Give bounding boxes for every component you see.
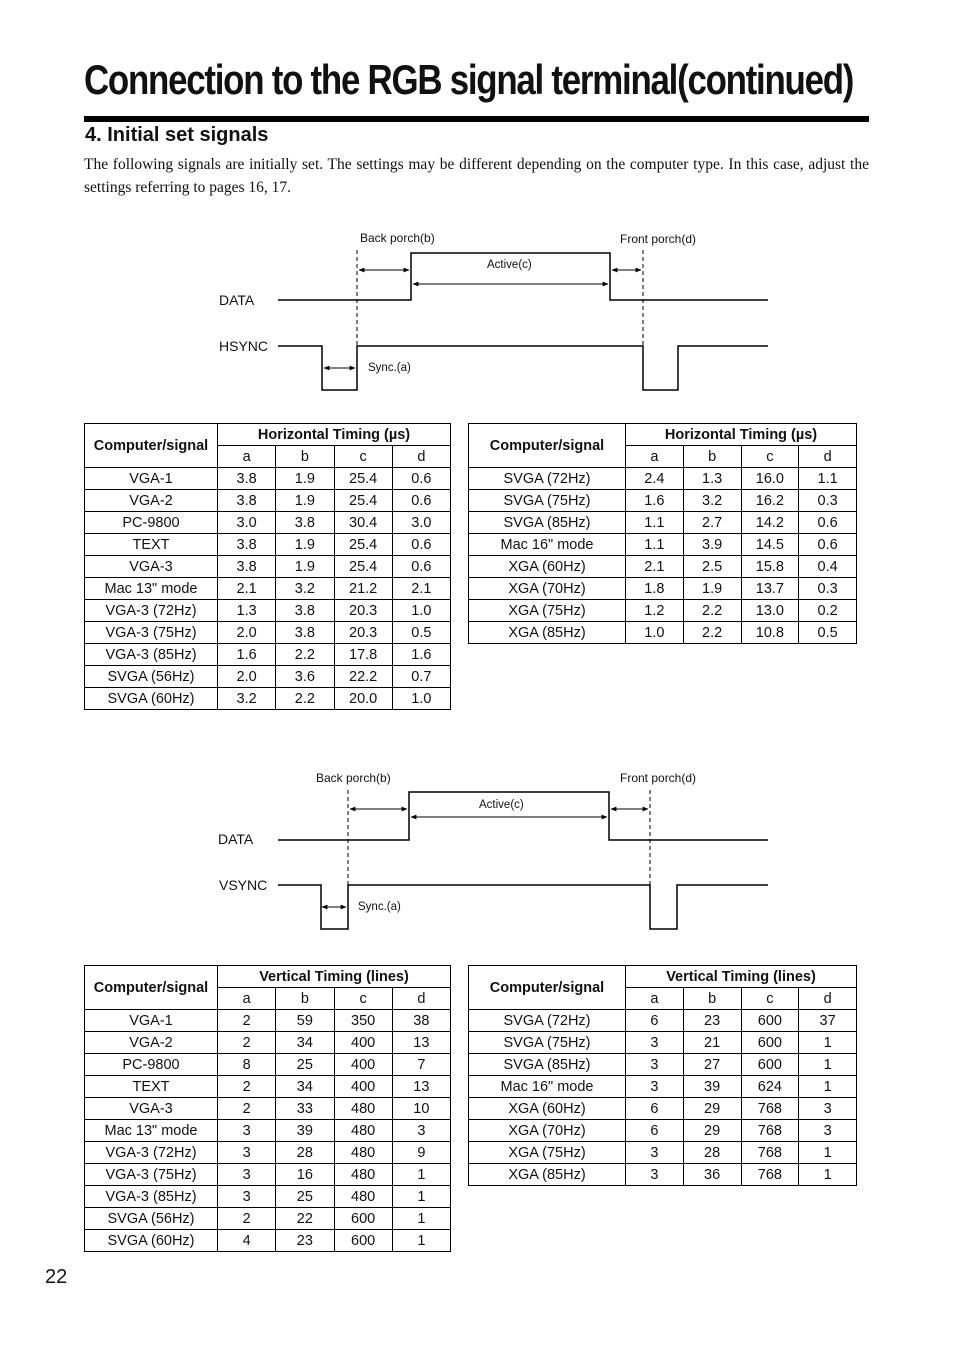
table-row	[85, 1208, 451, 1230]
timing-value-cell: 30.4	[334, 512, 392, 534]
table-row	[85, 666, 451, 688]
timing-value-cell: 27	[683, 1054, 741, 1076]
timing-value-cell: 2.5	[683, 556, 741, 578]
timing-value-cell: 480	[334, 1098, 392, 1120]
timing-value-cell: 3.2	[683, 490, 741, 512]
timing-value-cell: 2.2	[683, 622, 741, 644]
timing-value-cell: 2	[218, 1098, 276, 1120]
timing-value-cell: 768	[741, 1142, 799, 1164]
timing-value-cell: 36	[683, 1164, 741, 1186]
column-header-signal: Computer/signal	[469, 966, 626, 1010]
timing-value-cell: 1.1	[799, 468, 857, 490]
timing-value-cell: 3	[392, 1120, 450, 1142]
table-row	[85, 1010, 451, 1032]
column-header-d: d	[392, 446, 450, 468]
timing-value-cell: 2.7	[683, 512, 741, 534]
timing-value-cell: 15.8	[741, 556, 799, 578]
timing-value-cell: 6	[626, 1010, 684, 1032]
timing-value-cell: 350	[334, 1010, 392, 1032]
timing-value-cell: 0.3	[799, 490, 857, 512]
sync-width-label: Sync.(a)	[368, 362, 411, 374]
column-header-c: c	[741, 446, 799, 468]
table-row	[85, 490, 451, 512]
timing-value-cell: 38	[392, 1010, 450, 1032]
timing-value-cell: 3	[626, 1142, 684, 1164]
timing-value-cell: 0.7	[392, 666, 450, 688]
sync-signal-label: HSYNC	[219, 338, 269, 354]
timing-value-cell: 1	[392, 1208, 450, 1230]
table-row	[469, 468, 857, 490]
timing-value-cell: 0.6	[392, 556, 450, 578]
column-group-header: Vertical Timing (lines)	[218, 966, 451, 988]
timing-value-cell: 0.6	[392, 490, 450, 512]
timing-value-cell: 0.6	[799, 512, 857, 534]
table-row	[469, 578, 857, 600]
timing-value-cell: 25.4	[334, 468, 392, 490]
timing-value-cell: 3.8	[218, 468, 276, 490]
table-row	[469, 1010, 857, 1032]
timing-value-cell: 1.9	[276, 468, 334, 490]
timing-value-cell: 22	[276, 1208, 334, 1230]
timing-value-cell: 33	[276, 1098, 334, 1120]
timing-value-cell: 25	[276, 1054, 334, 1076]
timing-value-cell: 3	[799, 1098, 857, 1120]
section-heading: 4. Initial set signals	[85, 124, 269, 146]
timing-value-cell: 1.2	[626, 600, 684, 622]
table-row	[469, 1098, 857, 1120]
column-header-c: c	[334, 988, 392, 1010]
timing-value-cell: 3.8	[218, 490, 276, 512]
table-row	[85, 534, 451, 556]
timing-value-cell: 3.0	[392, 512, 450, 534]
timing-value-cell: 2.1	[218, 578, 276, 600]
timing-value-cell: 6	[626, 1098, 684, 1120]
table-row	[469, 1076, 857, 1098]
signal-name-cell: SVGA (56Hz)	[85, 666, 218, 688]
timing-value-cell: 1.8	[626, 578, 684, 600]
timing-value-cell: 0.5	[799, 622, 857, 644]
signal-name-cell: SVGA (85Hz)	[469, 1054, 626, 1076]
timing-value-cell: 1.3	[683, 468, 741, 490]
timing-value-cell: 21	[683, 1032, 741, 1054]
timing-value-cell: 1.6	[392, 644, 450, 666]
column-group-header: Horizontal Timing (µs)	[626, 424, 857, 446]
timing-value-cell: 3.8	[276, 512, 334, 534]
timing-value-cell: 400	[334, 1054, 392, 1076]
signal-name-cell: VGA-3 (85Hz)	[85, 1186, 218, 1208]
column-header-b: b	[683, 988, 741, 1010]
column-header-c: c	[741, 988, 799, 1010]
signal-name-cell: XGA (85Hz)	[469, 622, 626, 644]
timing-value-cell: 0.6	[799, 534, 857, 556]
timing-value-cell: 34	[276, 1032, 334, 1054]
timing-value-cell: 1.9	[276, 556, 334, 578]
signal-name-cell: XGA (85Hz)	[469, 1164, 626, 1186]
timing-value-cell: 600	[334, 1230, 392, 1252]
timing-value-cell: 10.8	[741, 622, 799, 644]
timing-value-cell: 1	[799, 1076, 857, 1098]
timing-value-cell: 13	[392, 1032, 450, 1054]
timing-value-cell: 3.0	[218, 512, 276, 534]
signal-name-cell: SVGA (75Hz)	[469, 490, 626, 512]
timing-value-cell: 37	[799, 1010, 857, 1032]
active-label: Active(c)	[487, 259, 532, 271]
timing-value-cell: 3	[218, 1164, 276, 1186]
signal-name-cell: XGA (70Hz)	[469, 1120, 626, 1142]
timing-value-cell: 2.2	[276, 688, 334, 710]
signal-name-cell: SVGA (72Hz)	[469, 468, 626, 490]
title-rule	[84, 116, 869, 122]
timing-value-cell: 1.6	[218, 644, 276, 666]
timing-value-cell: 2.1	[626, 556, 684, 578]
timing-value-cell: 3.6	[276, 666, 334, 688]
timing-value-cell: 2.0	[218, 666, 276, 688]
timing-value-cell: 0.4	[799, 556, 857, 578]
table-row	[469, 512, 857, 534]
table-row	[85, 1076, 451, 1098]
table-row	[469, 1142, 857, 1164]
timing-value-cell: 2.1	[392, 578, 450, 600]
signal-name-cell: XGA (75Hz)	[469, 600, 626, 622]
timing-value-cell: 0.6	[392, 534, 450, 556]
timing-value-cell: 3	[626, 1164, 684, 1186]
front-porch-label: Front porch(d)	[620, 232, 697, 246]
timing-value-cell: 1.9	[276, 534, 334, 556]
signal-name-cell: VGA-3 (72Hz)	[85, 1142, 218, 1164]
timing-value-cell: 8	[218, 1054, 276, 1076]
timing-value-cell: 3.8	[276, 600, 334, 622]
signal-name-cell: TEXT	[85, 1076, 218, 1098]
timing-value-cell: 2	[218, 1076, 276, 1098]
vertical-timing-diagram	[0, 760, 954, 940]
timing-value-cell: 20.0	[334, 688, 392, 710]
vertical-timing-table-right	[468, 965, 857, 1186]
signal-name-cell: TEXT	[85, 534, 218, 556]
timing-value-cell: 1.0	[392, 600, 450, 622]
timing-value-cell: 480	[334, 1164, 392, 1186]
timing-value-cell: 624	[741, 1076, 799, 1098]
signal-name-cell: Mac 16" mode	[469, 1076, 626, 1098]
timing-value-cell: 3.2	[276, 578, 334, 600]
timing-value-cell: 1	[799, 1142, 857, 1164]
timing-value-cell: 21.2	[334, 578, 392, 600]
signal-name-cell: VGA-1	[85, 468, 218, 490]
timing-value-cell: 2	[218, 1208, 276, 1230]
table-row	[85, 1142, 451, 1164]
timing-value-cell: 14.5	[741, 534, 799, 556]
table-row	[469, 1032, 857, 1054]
timing-value-cell: 3	[799, 1120, 857, 1142]
timing-value-cell: 600	[741, 1032, 799, 1054]
back-porch-label: Back porch(b)	[316, 771, 391, 785]
timing-value-cell: 2.2	[276, 644, 334, 666]
timing-value-cell: 3.9	[683, 534, 741, 556]
timing-value-cell: 600	[741, 1010, 799, 1032]
table-row	[469, 1054, 857, 1076]
timing-value-cell: 39	[683, 1076, 741, 1098]
signal-name-cell: XGA (60Hz)	[469, 1098, 626, 1120]
active-label: Active(c)	[479, 799, 524, 811]
timing-value-cell: 1	[799, 1032, 857, 1054]
signal-name-cell: PC-9800	[85, 512, 218, 534]
timing-value-cell: 25	[276, 1186, 334, 1208]
timing-value-cell: 400	[334, 1032, 392, 1054]
timing-value-cell: 29	[683, 1120, 741, 1142]
table-row	[85, 622, 451, 644]
timing-value-cell: 1.9	[276, 490, 334, 512]
timing-value-cell: 2.4	[626, 468, 684, 490]
data-signal-label: DATA	[219, 292, 255, 308]
timing-value-cell: 59	[276, 1010, 334, 1032]
table-row	[85, 1230, 451, 1252]
timing-value-cell: 480	[334, 1120, 392, 1142]
timing-value-cell: 1.1	[626, 512, 684, 534]
column-group-header: Vertical Timing (lines)	[626, 966, 857, 988]
signal-name-cell: VGA-3 (85Hz)	[85, 644, 218, 666]
timing-value-cell: 1.6	[626, 490, 684, 512]
column-header-a: a	[218, 988, 276, 1010]
column-group-header: Horizontal Timing (µs)	[218, 424, 451, 446]
signal-name-cell: SVGA (85Hz)	[469, 512, 626, 534]
table-row	[85, 688, 451, 710]
timing-value-cell: 3	[626, 1076, 684, 1098]
timing-value-cell: 14.2	[741, 512, 799, 534]
column-header-a: a	[626, 988, 684, 1010]
table-row	[85, 1098, 451, 1120]
table-row	[469, 490, 857, 512]
timing-value-cell: 9	[392, 1142, 450, 1164]
signal-name-cell: VGA-3 (75Hz)	[85, 622, 218, 644]
timing-value-cell: 3	[626, 1032, 684, 1054]
timing-value-cell: 2	[218, 1010, 276, 1032]
timing-value-cell: 0.6	[392, 468, 450, 490]
table-row	[85, 644, 451, 666]
timing-value-cell: 20.3	[334, 622, 392, 644]
timing-value-cell: 400	[334, 1076, 392, 1098]
column-header-d: d	[799, 446, 857, 468]
timing-value-cell: 28	[276, 1142, 334, 1164]
timing-value-cell: 600	[741, 1054, 799, 1076]
timing-value-cell: 25.4	[334, 534, 392, 556]
table-row	[469, 622, 857, 644]
timing-value-cell: 13.7	[741, 578, 799, 600]
back-porch-label: Back porch(b)	[360, 231, 435, 245]
column-header-b: b	[683, 446, 741, 468]
signal-name-cell: SVGA (60Hz)	[85, 688, 218, 710]
timing-value-cell: 16	[276, 1164, 334, 1186]
sync-width-label: Sync.(a)	[358, 901, 401, 913]
table-row	[85, 1186, 451, 1208]
intro-paragraph: The following signals are initially set. The settings may be different depending on the computer type. In this case, adjust the settings referring to pages 16, 17.	[84, 156, 869, 196]
signal-name-cell: SVGA (60Hz)	[85, 1230, 218, 1252]
timing-value-cell: 17.8	[334, 644, 392, 666]
timing-value-cell: 3	[218, 1186, 276, 1208]
timing-value-cell: 39	[276, 1120, 334, 1142]
signal-name-cell: VGA-3	[85, 1098, 218, 1120]
timing-value-cell: 3.8	[218, 534, 276, 556]
table-row	[469, 1120, 857, 1142]
signal-name-cell: VGA-1	[85, 1010, 218, 1032]
timing-value-cell: 29	[683, 1098, 741, 1120]
horizontal-timing-table-left	[84, 423, 451, 710]
timing-value-cell: 768	[741, 1164, 799, 1186]
timing-value-cell: 20.3	[334, 600, 392, 622]
signal-name-cell: PC-9800	[85, 1054, 218, 1076]
table-row	[85, 1120, 451, 1142]
timing-value-cell: 0.5	[392, 622, 450, 644]
table-row	[85, 578, 451, 600]
signal-name-cell: VGA-3	[85, 556, 218, 578]
timing-value-cell: 2	[218, 1032, 276, 1054]
timing-value-cell: 23	[276, 1230, 334, 1252]
timing-value-cell: 4	[218, 1230, 276, 1252]
timing-value-cell: 10	[392, 1098, 450, 1120]
vertical-timing-table-left	[84, 965, 451, 1252]
timing-value-cell: 3	[626, 1054, 684, 1076]
table-row	[469, 556, 857, 578]
signal-name-cell: XGA (60Hz)	[469, 556, 626, 578]
timing-value-cell: 1.0	[392, 688, 450, 710]
horizontal-timing-diagram	[0, 220, 954, 400]
timing-value-cell: 23	[683, 1010, 741, 1032]
timing-value-cell: 16.0	[741, 468, 799, 490]
signal-name-cell: VGA-3 (72Hz)	[85, 600, 218, 622]
timing-value-cell: 22.2	[334, 666, 392, 688]
table-row	[85, 512, 451, 534]
signal-name-cell: VGA-3 (75Hz)	[85, 1164, 218, 1186]
timing-value-cell: 768	[741, 1098, 799, 1120]
timing-value-cell: 3	[218, 1142, 276, 1164]
signal-name-cell: SVGA (56Hz)	[85, 1208, 218, 1230]
table-row	[85, 600, 451, 622]
timing-value-cell: 1	[392, 1230, 450, 1252]
timing-value-cell: 2.0	[218, 622, 276, 644]
timing-value-cell: 1.1	[626, 534, 684, 556]
timing-value-cell: 13.0	[741, 600, 799, 622]
signal-name-cell: SVGA (75Hz)	[469, 1032, 626, 1054]
timing-value-cell: 25.4	[334, 556, 392, 578]
column-header-a: a	[626, 446, 684, 468]
timing-value-cell: 34	[276, 1076, 334, 1098]
timing-value-cell: 16.2	[741, 490, 799, 512]
column-header-c: c	[334, 446, 392, 468]
signal-name-cell: Mac 13" mode	[85, 1120, 218, 1142]
column-header-d: d	[799, 988, 857, 1010]
timing-value-cell: 28	[683, 1142, 741, 1164]
table-row	[85, 468, 451, 490]
signal-name-cell: VGA-2	[85, 490, 218, 512]
timing-value-cell: 1	[392, 1186, 450, 1208]
table-row	[469, 1164, 857, 1186]
timing-value-cell: 2.2	[683, 600, 741, 622]
timing-value-cell: 1.9	[683, 578, 741, 600]
timing-value-cell: 768	[741, 1120, 799, 1142]
timing-value-cell: 7	[392, 1054, 450, 1076]
horizontal-timing-table-right	[468, 423, 857, 644]
sync-waveform	[278, 885, 768, 929]
timing-value-cell: 25.4	[334, 490, 392, 512]
timing-value-cell: 1.0	[626, 622, 684, 644]
signal-name-cell: Mac 16" mode	[469, 534, 626, 556]
page-number: 22	[45, 1266, 68, 1288]
column-header-d: d	[392, 988, 450, 1010]
table-row	[469, 600, 857, 622]
column-header-signal: Computer/signal	[85, 966, 218, 1010]
table-row	[85, 1032, 451, 1054]
timing-value-cell: 3	[218, 1120, 276, 1142]
column-header-b: b	[276, 446, 334, 468]
timing-value-cell: 480	[334, 1142, 392, 1164]
table-row	[85, 556, 451, 578]
column-header-b: b	[276, 988, 334, 1010]
page-title: Connection to the RGB signal terminal(continued)	[84, 56, 854, 103]
timing-value-cell: 0.3	[799, 578, 857, 600]
timing-value-cell: 600	[334, 1208, 392, 1230]
table-row	[85, 1054, 451, 1076]
signal-name-cell: VGA-2	[85, 1032, 218, 1054]
timing-value-cell: 1	[799, 1054, 857, 1076]
column-header-signal: Computer/signal	[469, 424, 626, 468]
front-porch-label: Front porch(d)	[620, 771, 697, 785]
timing-value-cell: 480	[334, 1186, 392, 1208]
column-header-a: a	[218, 446, 276, 468]
timing-value-cell: 0.2	[799, 600, 857, 622]
signal-name-cell: SVGA (72Hz)	[469, 1010, 626, 1032]
signal-name-cell: Mac 13" mode	[85, 578, 218, 600]
signal-name-cell: XGA (75Hz)	[469, 1142, 626, 1164]
sync-signal-label: VSYNC	[219, 877, 268, 893]
timing-value-cell: 1.3	[218, 600, 276, 622]
timing-value-cell: 1	[392, 1164, 450, 1186]
timing-value-cell: 3.8	[276, 622, 334, 644]
timing-value-cell: 3.2	[218, 688, 276, 710]
timing-value-cell: 13	[392, 1076, 450, 1098]
timing-value-cell: 3.8	[218, 556, 276, 578]
timing-value-cell: 6	[626, 1120, 684, 1142]
column-header-signal: Computer/signal	[85, 424, 218, 468]
table-row	[85, 1164, 451, 1186]
timing-value-cell: 1	[799, 1164, 857, 1186]
table-row	[469, 534, 857, 556]
data-signal-label: DATA	[218, 831, 254, 847]
signal-name-cell: XGA (70Hz)	[469, 578, 626, 600]
